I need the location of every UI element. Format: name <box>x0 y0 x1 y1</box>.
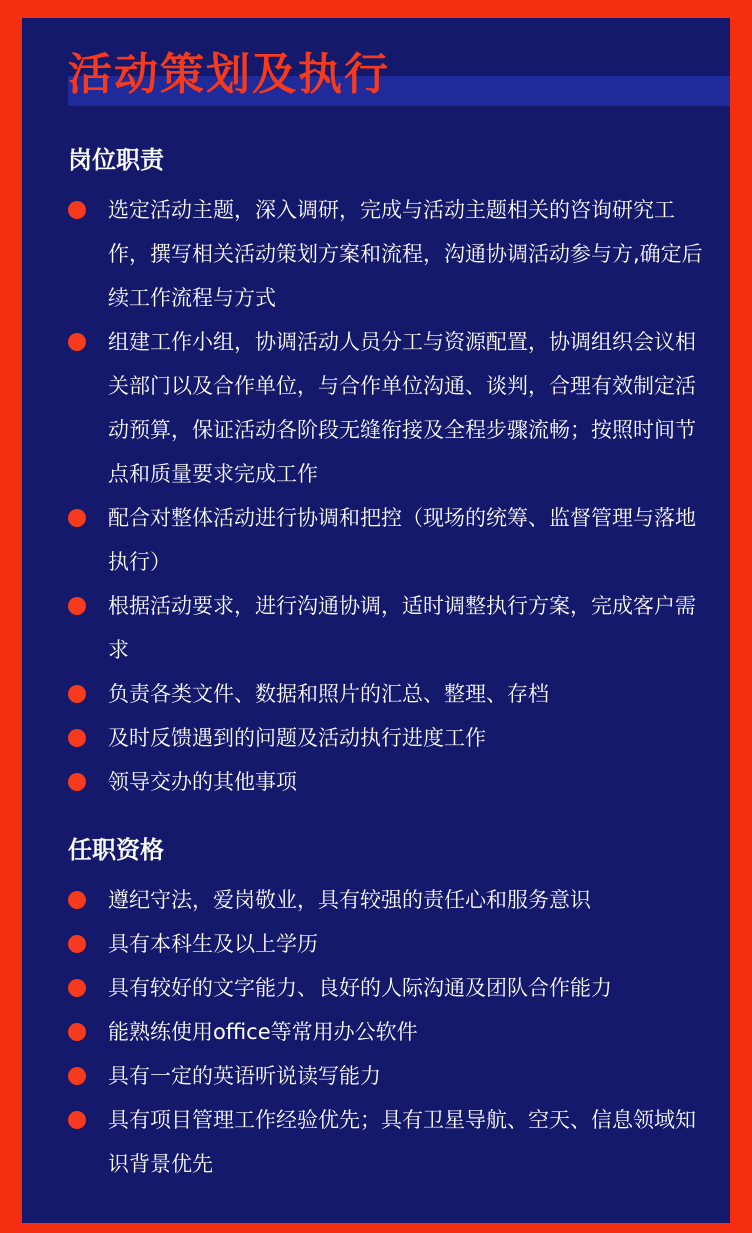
list-item <box>68 878 708 922</box>
section-heading-responsibilities: 岗位职责 <box>68 146 164 174</box>
bullet-dot-icon <box>68 685 86 703</box>
bullet-dot-icon <box>68 509 86 527</box>
list-item-text: 具有一定的英语听说读写能力 <box>108 1064 381 1088</box>
bullet-dot-icon <box>68 597 86 615</box>
list-item <box>68 188 708 320</box>
bullet-dot-icon <box>68 773 86 791</box>
bullet-dot-icon <box>68 201 86 219</box>
list-item-text: 及时反馈遇到的问题及活动执行进度工作 <box>108 726 486 750</box>
bullet-dot-icon <box>68 1111 86 1129</box>
bullet-dot-icon <box>68 935 86 953</box>
list-item-text: 负责各类文件、数据和照片的汇总、整理、存档 <box>108 682 549 706</box>
list-item <box>68 672 708 716</box>
page-title: 活动策划及执行 <box>68 49 390 100</box>
list-item <box>68 496 708 584</box>
section-heading-qualifications: 任职资格 <box>68 836 164 864</box>
list-item <box>68 760 708 804</box>
bullet-dot-icon <box>68 979 86 997</box>
list-item-text: 能熟练使用office等常用办公软件 <box>108 1020 418 1044</box>
content-panel <box>22 18 730 1223</box>
bullet-dot-icon <box>68 729 86 747</box>
list-item-text: 选定活动主题，深入调研，完成与活动主题相关的咨询研究工作，撰写相关活动策划方案和流程，沟通协调活动参与方,确定后续工作流程与方式 <box>108 198 703 310</box>
list-item-text: 组建工作小组，协调活动人员分工与资源配置，协调组织会议相关部门以及合作单位，与合作单位沟通、谈判，合理有效制定活动预算，保证活动各阶段无缝衔接及全程步骤流畅；按照时间节点和质量要求完成工作 <box>108 330 696 486</box>
list-item <box>68 716 708 760</box>
list-item-text: 配合对整体活动进行协调和把控（现场的统筹、监督管理与落地执行） <box>108 506 696 574</box>
list-item <box>68 584 708 672</box>
responsibilities-list <box>68 188 708 804</box>
list-item-text: 根据活动要求，进行沟通协调，适时调整执行方案，完成客户需求 <box>108 594 696 662</box>
list-item <box>68 922 708 966</box>
bullet-dot-icon <box>68 891 86 909</box>
list-item <box>68 966 708 1010</box>
list-item-text: 具有本科生及以上学历 <box>108 932 318 956</box>
list-item <box>68 1054 708 1098</box>
bullet-dot-icon <box>68 1067 86 1085</box>
list-item-text: 具有项目管理工作经验优先；具有卫星导航、空天、信息领域知识背景优先 <box>108 1108 696 1176</box>
bullet-dot-icon <box>68 1023 86 1041</box>
qualifications-list <box>68 878 708 1186</box>
list-item-text: 遵纪守法，爱岗敬业，具有较强的责任心和服务意识 <box>108 888 591 912</box>
bullet-dot-icon <box>68 333 86 351</box>
list-item <box>68 1010 708 1054</box>
list-item <box>68 320 708 496</box>
list-item <box>68 1098 708 1186</box>
list-item-text: 领导交办的其他事项 <box>108 770 297 794</box>
list-item-text: 具有较好的文字能力、良好的人际沟通及团队合作能力 <box>108 976 612 1000</box>
